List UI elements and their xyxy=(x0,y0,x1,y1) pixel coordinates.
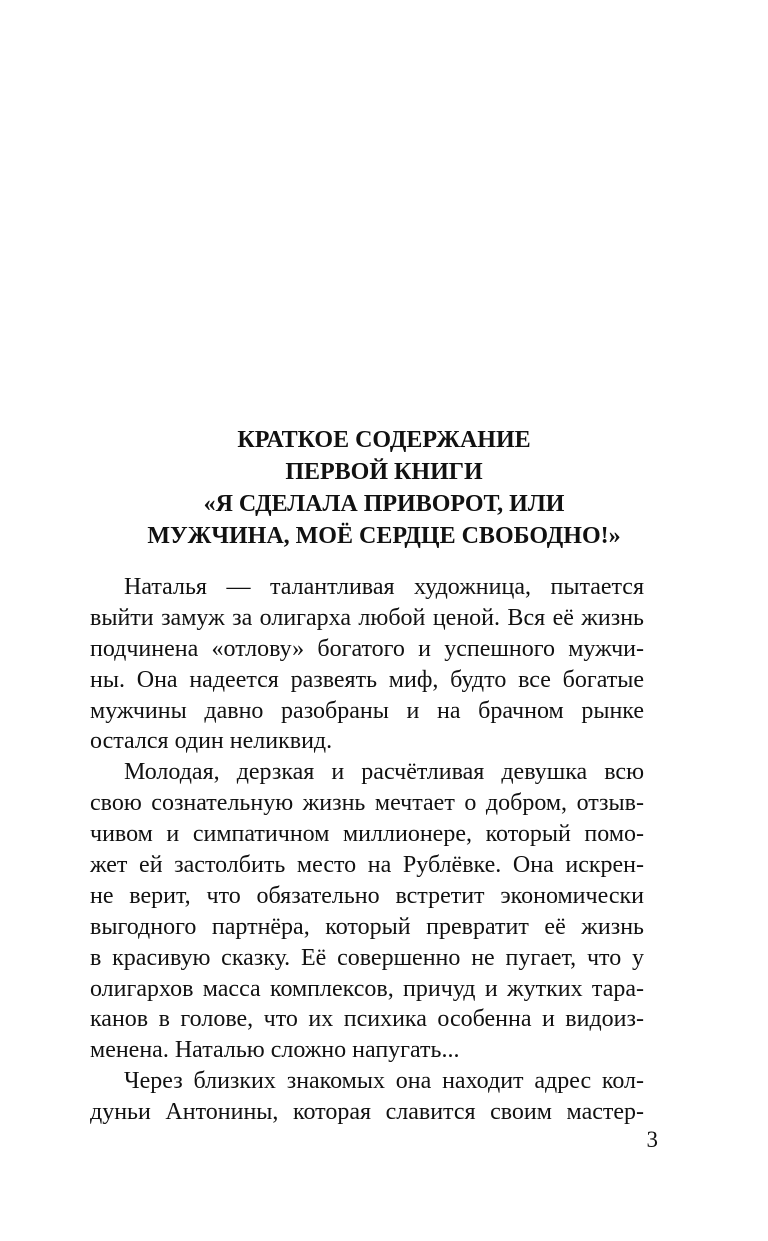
text-line: дуньи Антонины, которая славится своим мастер- xyxy=(90,1099,644,1126)
paragraph-2 xyxy=(90,757,644,1066)
heading-line: «Я СДЕЛАЛА ПРИВОРОТ, ИЛИ xyxy=(203,491,565,517)
text-line: олигархов масса комплексов, причуд и жутких тара- xyxy=(90,975,644,1002)
heading-line: МУЖЧИНА, МОЁ СЕРДЦЕ СВОБОДНО!» xyxy=(147,523,621,549)
text-line: подчинена «отлову» богатого и успешного мужчи- xyxy=(90,635,644,662)
text-line: Через близких знакомых она находит адрес кол- xyxy=(124,1068,644,1095)
text-line: чивом и симпатичном миллионере, который помо- xyxy=(90,821,644,848)
text-line: жет ей застолбить место на Рублёвке. Она искрен- xyxy=(90,852,644,879)
heading-line: ПЕРВОЙ КНИГИ xyxy=(285,459,483,485)
body-text xyxy=(90,572,644,1128)
text-line: мужчины давно разобраны и на брачном рынке xyxy=(90,697,644,724)
text-line: свою сознательную жизнь мечтает о добром, отзыв- xyxy=(90,790,644,817)
text-line: Молодая, дерзкая и расчётливая девушка всю xyxy=(124,759,644,786)
page-number: 3 xyxy=(646,1127,658,1152)
paragraph-1 xyxy=(90,572,644,757)
text-line: Наталья — талантливая художница, пытается xyxy=(124,574,644,600)
heading-line: КРАТКОЕ СОДЕРЖАНИЕ xyxy=(237,427,531,453)
text-line: не верит, что обязательно встретит экономически xyxy=(90,882,644,909)
paragraph-3 xyxy=(90,1066,644,1128)
text-line: менена. Наталью сложно напугать... xyxy=(90,1037,460,1064)
chapter-heading xyxy=(100,424,668,552)
text-line: остался один неликвид. xyxy=(90,728,333,755)
text-line: канов в голове, что их психика особенна и видоиз- xyxy=(90,1006,644,1033)
text-line: выгодного партнёра, который превратит её жизнь xyxy=(90,913,644,940)
text-line: в красивую сказку. Её совершенно не пугает, что у xyxy=(90,944,644,971)
text-line: ны. Она надеется развеять миф, будто все богатые xyxy=(90,666,644,693)
text-line: выйти замуж за олигарха любой ценой. Вся её жизнь xyxy=(90,604,644,631)
